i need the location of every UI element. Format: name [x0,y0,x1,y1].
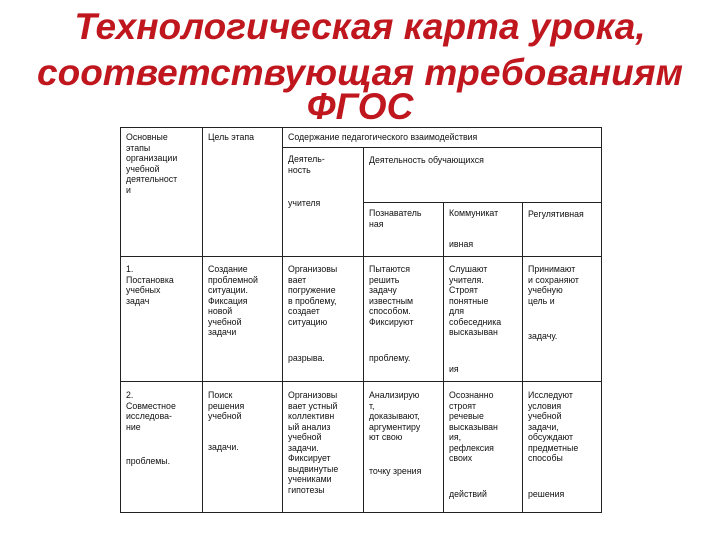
row-divider-2 [120,381,602,382]
header-divider-students [363,202,602,203]
row1-goal: Создание проблемной ситуации. Фиксация новой учебной задачи [208,264,258,337]
title-line-3: ФГОС [306,86,414,127]
header-teacher-cont: учителя [288,198,321,208]
row2-teacher: Организовы вает устный коллективн ый анализ учебной задачи. Фиксирует выдвинутые учениками гипотезы [288,390,339,495]
title-line-1: Технологическая карта урока, [74,6,646,47]
row1-communicative: Слушают учителя. Строят понятные для собеседника высказыван [449,264,502,337]
col-divider-1 [202,127,203,513]
row1-cognitive-extra: проблему. [369,353,411,363]
row2-stage-extra: проблемы. [126,456,171,466]
table-border-right [601,127,602,513]
title-line-2: соответствующая требованиям [37,52,683,93]
row2-cognitive-extra: точку зрения [369,466,422,476]
col-divider-3 [363,147,364,513]
table-border-top [120,127,602,128]
header-divider-content [282,147,602,148]
row1-teacher: Организовы вает погружение в проблему, создает ситуацию [288,264,338,327]
row2-cognitive: Анализирую т, доказывают, аргументиру ют свою [369,390,421,442]
header-content: Содержание педагогического взаимодействия [288,132,478,142]
header-teacher: Деятель- ность [288,154,325,175]
header-stages: Основные этапы организации учебной деятельност и [126,132,178,195]
header-communicative: Коммуникат [449,208,499,218]
row1-communicative-extra: ия [449,364,459,374]
row2-regulative-extra: решения [528,489,565,499]
row1-stage: 1. Постановка учебных задач [126,264,174,306]
header-communicative-cont: ивная [449,239,474,249]
col-divider-2 [282,127,283,513]
row2-goal-extra: задачи. [208,442,239,452]
row2-regulative: Исследуют условия учебной задачи, обсуждают предметные способы [528,390,579,463]
header-goal: Цель этапа [208,132,255,142]
table-border-left [120,127,121,513]
row1-teacher-extra: разрыва. [288,353,325,363]
row2-communicative: Осознанно строят речевые высказыван ия, рефлексия своих [449,390,498,463]
row1-regulative-extra: задачу. [528,331,558,341]
col-divider-5 [522,202,523,513]
row2-goal: Поиск решения учебной [208,390,245,421]
header-cognitive: Познаватель ная [369,208,422,229]
row1-regulative: Принимают и сохраняют учебную цель и [528,264,579,306]
row1-cognitive: Пытаются решить задачу известным способом. Фиксируют [369,264,414,327]
header-students: Деятельность обучающихся [369,155,484,165]
header-regulative: Регулятивная [528,209,584,219]
row2-stage: 2. Совместное исследова- ние [126,390,176,432]
col-divider-4 [443,202,444,513]
row2-communicative-extra: действий [449,489,487,499]
lesson-map-table [120,127,602,513]
row-divider-1 [120,256,602,257]
table-border-bottom [120,512,602,513]
